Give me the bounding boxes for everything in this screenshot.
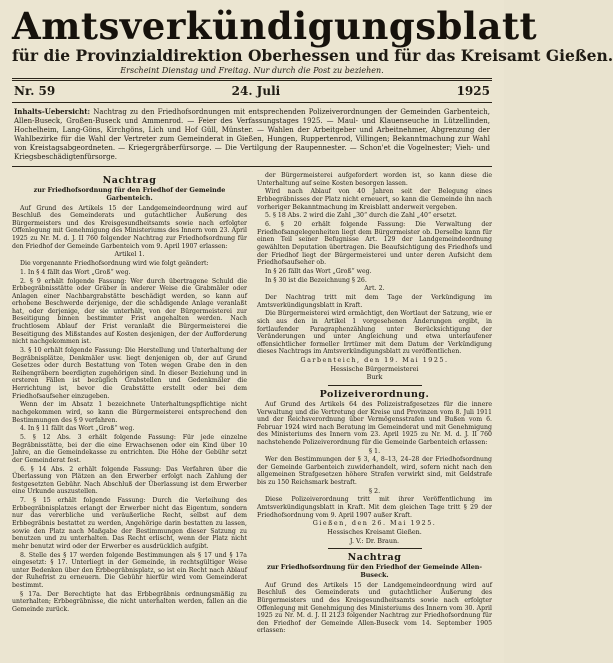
paragraph: Der Nachtrag tritt mit dem Tage der Verkündigung im Amtsverkündigungsblatt in Kraft. [257, 294, 492, 309]
issue-info-bar [12, 83, 492, 100]
signature-place: Garbenteich, den 19. Mai 1925. [300, 356, 449, 365]
paragraph: Wenn der im Absatz 1 bezeichnete Unterhaltungspflichtige nicht nachgekommen wird, so kann die Bürgermeisterei entsprechend den Bestimmungen des § 9 verfahren. [12, 401, 247, 424]
masthead-title: Amtsverkündigungsblatt [12, 4, 538, 48]
paragraph: Auf Grund des Artikels 15 der Landgemeindeordnung wird auf Beschluß des Gemeinderats und gutachtlicher Äußerung des Bürgermeisters und des Kreisgesundheitsamts sowie nach erfolgter Offenlegung mit Genehmigung des Ministeriums des Innern vom 23. April 1925 zu Nr. M. d. J. II 760 folgender Nachtrag zur Friedhofsordnung für den Friedhof der Gemeinde Garbenteich vom 9. April 1907 erlassen: [12, 204, 247, 250]
paragraph: Auf Grund des Artikels 64 des Polizeistrafgesetzes für die innere Verwaltung und die Vertretung der Kreise und Provinzen vom 8. Juli 1911 und der Reichsverordnung über Vermögensstrafen und Bußen vom 6. Februar 1924 wird nach Beratung im Gemeinderat und mit Genehmigung des Ministeriums des Innern vom 23. April 1925 zu Nr. M. d. J. II 760 nachstehende Polizeiverordnung für die Gemeinde Garbenteich erlassen: [257, 400, 492, 446]
signature-name: J. V.: Dr. Braun. [349, 536, 400, 545]
section-label: § 2. [368, 486, 381, 495]
signature-name: Burk [366, 373, 383, 382]
paragraph: Diese Polizeiverordnung tritt mit ihrer Veröffentlichung im Amtsverkündigungsblatt in Kraft. Mit dem gleichen Tage tritt § 29 der Friedhofsordnung vom 9. April 1907 außer Kraft. [257, 496, 492, 519]
paragraph: Die vorgenannte Friedhofsordnung wird wie folgt geändert: [20, 259, 209, 267]
article-heading: Nachtrag [347, 552, 402, 564]
paragraph: Auf Grund des Artikels 15 der Landgemeindeordnung wird auf Beschluß des Gemeinderats und gutachtlicher Äußerung des Bürgermeisters und des Kreisgesundheitsamts sowie nach erfolgter Offenlegung mit Genehmigung des Ministeriums des Innern vom 30. April 1925 zu Nr. M. d. J. II 2123 folgender Nachtrag zur Friedhofsordnung für den Friedhof der Gemeinde Allen-Buseck vom 14. September 1905 erlassen: [257, 581, 492, 635]
section-label: § 1. [368, 446, 381, 455]
masthead [12, 4, 613, 76]
paragraph: Die Bürgermeisterei wird ermächtigt, den Wortlaut der Satzung, wie er sich aus den in Artikel 1 vorgesehenen Änderungen ergibt, in fortlaufender Paragraphenzählung unter Berücksichtigung der Veränderungen und unter Angleichung und etwa unterlaufener offensichtlicher formeller Irrtümer mit dem Datum der Verkündigung dieses Nachtrags im Amtsverkündigungsblatt zu veröffentlichen. [257, 310, 492, 356]
paragraph: 3. § 10 erhält folgende Fassung: Die Herstellung und Unterhaltung der Begräbnisplätze, Denkmäler usw. liegt denjenigen ob, der auf Grund Gesetzes oder durch Bestattung von Toten wegen Grabe den in den Reihengräbern beerdigten zugehörigen sind. In dieser Beziehung und in ersteren Fällen ist bezüglich Grabstellen und Gedenkmäler die Herrichtung ist, bevor die Grabstätte erstellt oder bei dem Friedhofsaufseher einzugeben. [12, 347, 247, 400]
contents-label: Inhalts-Uebersicht: [14, 107, 91, 116]
paragraph: 6. § 20 erhält folgende Fassung: Die Verwaltung der Friedhofsangelegenheiten liegt dem Bürgermeister ob. Derselbe kann für einen Teil seiner Befugnisse Art. 129 der Landgemeindeordnung gewählten Deputation übertragen. Die Beaufsichtigung des Friedhofs und der Friedhof liegt der Bürgermeisterei und unter deren Aufsicht dem Friedhofsaufseher ob. [257, 221, 492, 267]
paragraph: In § 26 fällt das Wort „Groß“ weg. [265, 267, 372, 275]
paragraph: Wer den Bestimmungen der § 3, 4, 8–13, 24–28 der Friedhofsordnung der Gemeinde Garbenteich zuwiderhandelt, wird, sofern nicht nach den allgemeinen Strafgesetzen höhere Strafen verwirkt sind, mit Geldstrafe bis zu 150 Reichsmark bestraft. [257, 456, 492, 487]
paragraph: 1. In § 4 fällt das Wort „Groß“ weg. [20, 268, 131, 276]
masthead-divider [12, 78, 492, 81]
paragraph: 2. § 9 erhält folgende Fassung: Wer durch übertragene Schuld die Erbbegräbnisstätte oder Gräber in anderer Weise die Grabmäler oder Anlagen einer Nachbargrabstätte beschädigt werden, so kann auf erhobene Beschwerde derjenige, der die schädigende Anlage veranlaßt hat, oder derjenige, der sie unterhält, von der Bürgermeisterei zur Beseitigung binnen bestimmter Frist angehalten werden. Nach fruchtlosem Ablauf der Frist veranlaßt die Bürgermeisterei die Beseitigung des Mißstandes auf Kosten desjenigen, der der Aufforderung nicht nachgekommen ist. [12, 277, 247, 346]
left-column [12, 172, 247, 636]
article-heading: Nachtrag [102, 175, 157, 186]
article-subheading: zur Friedhofsordnung für den Friedhof der Gemeinde Allen-Buseck. [266, 563, 483, 579]
section-label: Art. 2. [364, 284, 385, 293]
paragraph: 5. § 12 Abs. 3 erhält folgende Fassung: Für jede einzelne Begräbnisstätte, bei der die eine Erwachsenen oder ein Kind über 10 Jahre, an die Gemeindekasse zu entrichten. Die Höhe der Gebühr setzt der Gemeinderat fest. [12, 434, 247, 464]
paragraph: 7. § 15 erhält folgende Fassung: Durch die Verleihung des Erbbegräbnisplatzes erlangt der Erwerber nicht das Eigentum, sondern nur das vererbliche und veräußerliche Recht, selbst auf dem Erbbegräbnis bestattet zu werden, Angehörige darin bestatten zu lassen, sowie den Platz nach Maßgabe der Bestimmungen dieser Satzung zu benutzen und zu unterhalten. Das Recht erlischt, wenn der Platz nicht mehr benutzt wird oder der Erwerber es ausdrücklich aufgibt. [12, 497, 247, 550]
section-label: Artikel 1. [114, 250, 145, 259]
paragraph: § 17a. Der Berechtigte hat das Erbbegräbnis ordnungsmäßig zu unterhalten; Erbbegräbnisse, die nicht unterhalten werden, fallen an die Gemeinde zurück. [12, 590, 247, 613]
paragraph: 4. In § 11 fällt das Wort „Groß“ weg. [20, 425, 135, 433]
issue-number: Nr. 59 [14, 84, 56, 98]
paragraph: 6. § 14 Abs. 2 erhält folgende Fassung: Das Verfahren über die Überlassung von Plätzen an den Erwerber erfolgt nach Zahlung der festgesetzten Gebühr. Nach Abschluß der Überlassung ist dem Erwerber eine Urkunde auszustellen. [12, 465, 247, 496]
paragraph: 5. § 18 Abs. 2 wird die Zahl „30“ durch die Zahl „40“ ersetzt. [265, 212, 457, 220]
paragraph: Wird nach Ablauf von 40 Jahren seit der Belegung eines Erbbegräbnisses der Platz nicht erneuert, so kann die Gemeinde ihn nach vorheriger Bekanntmachung im Kreisblatt anderweit vergeben. [257, 188, 492, 211]
masthead-subtitle: für die Provinzialdirektion Oberhessen und für das Kreisamt Gießen. [12, 46, 613, 65]
info-divider [12, 102, 492, 103]
contents-divider [12, 166, 492, 167]
contents-text: Nachtrag zu den Friedhofsordnungen mit entsprechenden Polizeiverordnungen der Gemeinden Garbenteich, Allen-Buseck, Großen-Buseck und Ammenrod. — Feier des Verfassungstages 1925. — Maul- und Klauenseuche in Lützellinden, Hochelheim, Lang-Göns, Kirchgöns, Lich und Hof Güll, Münster. — Wahlen der Arbeitgeber und Arbeitnehmer, Abgrenzung der Wahlbezirke für die Wahl der Vertreter zum Gemeinderat in Gießen, Hungen, Ruppertenrod, Villingen; Bekanntmachung zur Wahl von Kreistagsabgeordneten. — Kriegergräberfürsorge. — Die Vertilgung der Raupennester. — Schon'et die Vogelnester; Vieh- und Kriegsbeschädigtenfürsorge. [14, 108, 490, 161]
masthead-note: Erscheint Dienstag und Freitag. Nur durch die Post zu beziehen. [120, 66, 384, 75]
signature-office: Hessisches Kreisamt Gießen. [327, 528, 422, 536]
article-columns [12, 169, 492, 636]
paragraph: der Bürgermeisterei aufgefordert worden ist, so kann diese die Unterhaltung auf seine Kosten besorgen lassen. [257, 172, 492, 187]
article-divider [328, 548, 422, 549]
signature-place: Gießen, den 26. Mai 1925. [312, 519, 437, 528]
table-of-contents [12, 105, 492, 164]
paragraph: In § 30 ist die Bezeichnung § 26. [265, 276, 367, 284]
signature-office: Hessische Bürgermeisterei [330, 364, 419, 373]
paragraph: 8. Stelle des § 17 werden folgende Bestimmungen als § 17 und § 17a eingesetzt: § 17. Unterliegt in der Gemeinde, in rechtsgültiger Weise unter Bedenken über den Erbbegräbnisplatz, so ist ein Recht nach Ablauf der Ruhefrist zu erneuern. Die Gebühr hierfür wird vom Gemeinderat bestimmt. [12, 551, 247, 589]
right-column [257, 172, 492, 636]
article-subheading: zur Friedhofsordnung für den Friedhof der Gemeinde Garbenteich. [33, 186, 226, 202]
issue-year: 1925 [456, 84, 490, 98]
article-divider [328, 385, 422, 386]
article-heading: Polizeiverordnung. [319, 388, 430, 400]
issue-date: 24. Juli [231, 84, 281, 98]
